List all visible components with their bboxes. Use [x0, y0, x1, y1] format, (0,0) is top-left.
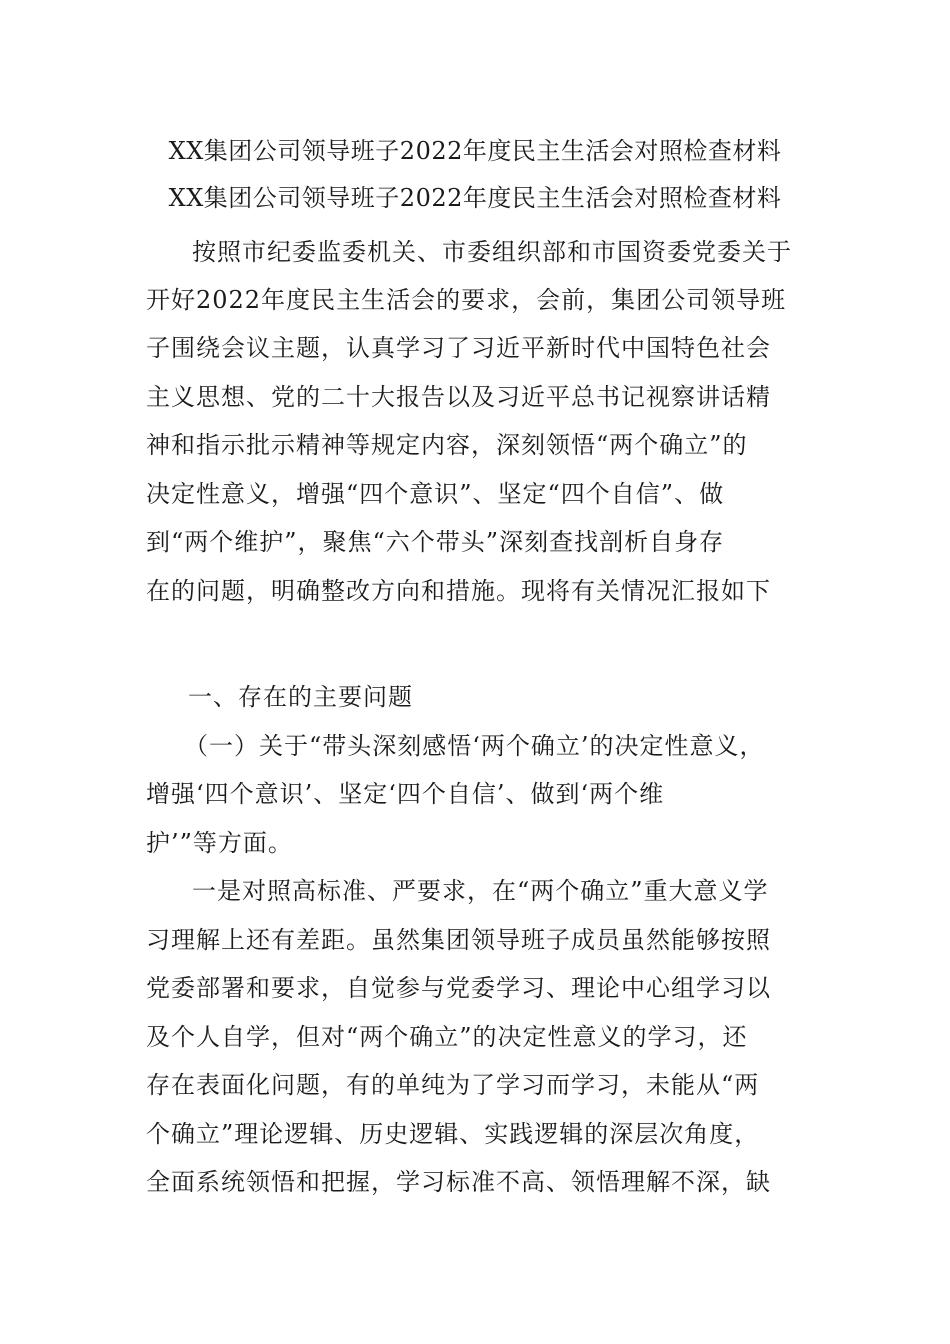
- body-paragraph-line: 及个人自学，但对“两个确立”的决定性意义的学习，还: [146, 1023, 748, 1051]
- subsection-heading-line: 护’”等方面。: [146, 829, 293, 857]
- intro-paragraph-line: 按照市纪委监委机关、市委组织部和市国资委党委关于: [192, 238, 792, 266]
- body-paragraph-line: 个确立”理论逻辑、历史逻辑、实践逻辑的深层次角度，: [146, 1120, 760, 1148]
- body-paragraph-line: 存在表面化问题，有的单纯为了学习而学习，未能从“两: [146, 1071, 760, 1099]
- intro-paragraph-line: 神和指示批示精神等规定内容，深刻领悟“两个确立”的: [146, 431, 748, 459]
- intro-paragraph-line: 在的问题，明确整改方向和措施。现将有关情况汇报如下: [146, 577, 771, 605]
- intro-paragraph-line: 主义思想、党的二十大报告以及习近平总书记视察讲话精: [146, 383, 771, 411]
- intro-paragraph-line: 到“两个维护”，聚焦“六个带头”深刻查找剖析自身存: [146, 528, 725, 556]
- intro-paragraph-line: 决定性意义，增强“四个意识”、坚定“四个自信”、做: [146, 480, 725, 508]
- body-paragraph-line: 党委部署和要求，自觉参与党委学习、理论中心组学习以: [146, 974, 771, 1002]
- section-heading: 一、存在的主要问题: [188, 683, 413, 711]
- intro-paragraph-line: 子围绕会议主题，认真学习了习近平新时代中国特色社会: [146, 334, 771, 362]
- document-title: XX集团公司领导班子2022年度民主生活会对照检查材料: [168, 137, 782, 165]
- subsection-heading-line: 增强‘四个意识’、坚定‘四个自信’、做到‘两个维: [146, 780, 665, 808]
- body-paragraph-line: 一是对照高标准、严要求，在“两个确立”重大意义学: [192, 877, 769, 905]
- document-title-repeat: XX集团公司领导班子2022年度民主生活会对照检查材料: [168, 184, 782, 212]
- intro-paragraph-line: 开好2022年度民主生活会的要求，会前，集团公司领导班: [146, 286, 787, 314]
- body-paragraph-line: 全面系统领悟和把握，学习标准不高、领悟理解不深，缺: [146, 1168, 771, 1196]
- subsection-heading-line: （一）关于“带头深刻感悟‘两个确立’的决定性意义，: [184, 732, 765, 760]
- body-paragraph-line: 习理解上还有差距。虽然集团领导班子成员虽然能够按照: [146, 926, 771, 954]
